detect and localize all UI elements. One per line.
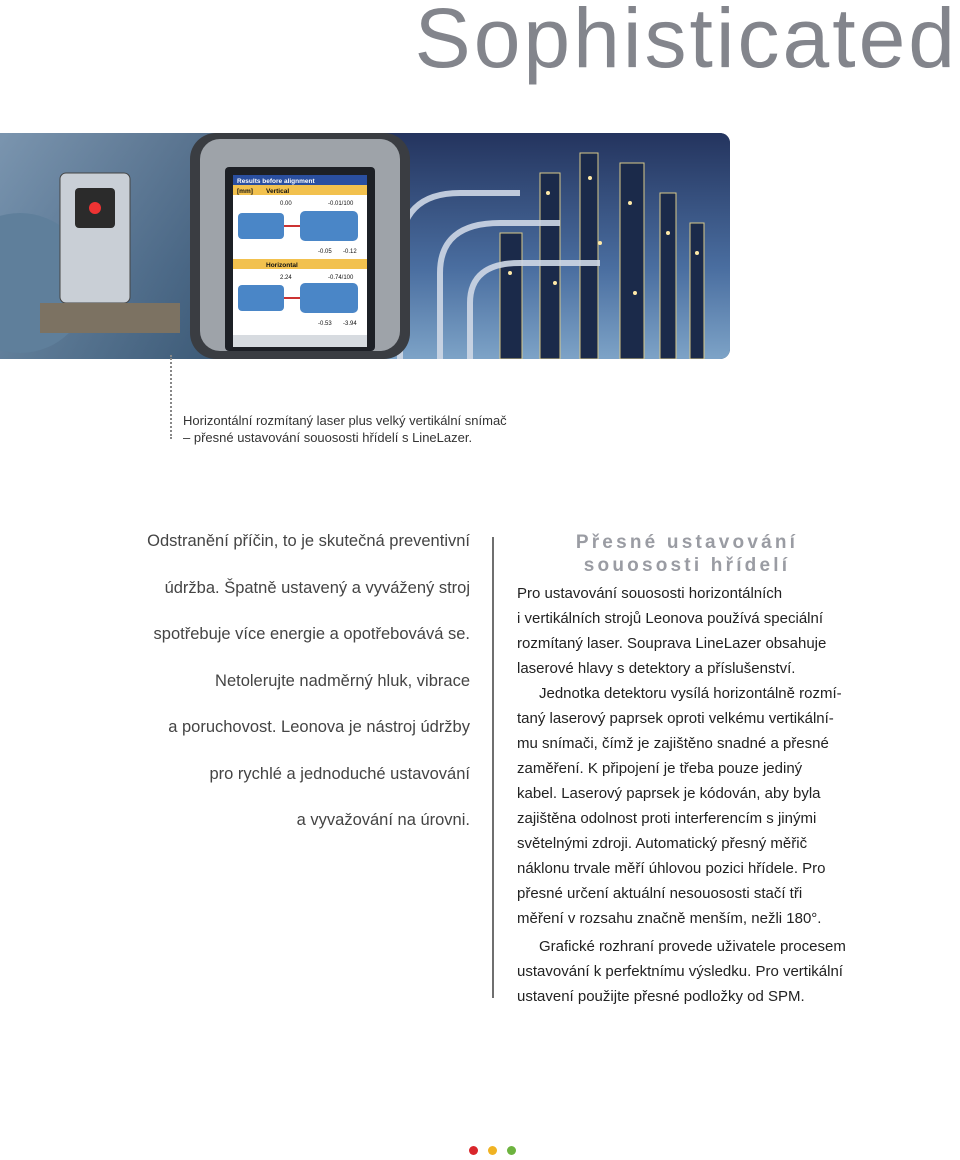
body-line: zajištěna odolnost proti interferencím s jinými bbox=[517, 810, 817, 827]
hero-photo-illustration bbox=[0, 133, 730, 359]
device-vertical-value-1: 0.00 bbox=[280, 201, 292, 207]
paragraph-2 bbox=[517, 681, 897, 931]
device-heading: Results before alignment bbox=[237, 178, 315, 185]
body-line: i vertikálních strojů Leonova používá speciální bbox=[517, 610, 824, 627]
device-horizontal-value-3: -0.53 bbox=[318, 321, 332, 327]
pull-quote-line: spotřebuje více energie a opotřebovává se. bbox=[153, 625, 470, 643]
hero-photo bbox=[0, 133, 730, 359]
page-title: Sophisticated bbox=[414, 0, 958, 85]
device-horizontal-value-2: -0.74/100 bbox=[328, 275, 354, 281]
caption-line: Horizontální rozmítaný laser plus velký vertikální snímač bbox=[183, 413, 507, 428]
device-vertical-value-2: -0.01/100 bbox=[328, 201, 354, 207]
body-line: přesné určení aktuální nesouososti stačí tři bbox=[517, 885, 803, 902]
body-line: rozmítaný laser. Souprava LineLazer obsahuje bbox=[517, 635, 827, 652]
device-unit: [mm] bbox=[237, 188, 253, 195]
device-vertical-label: Vertical bbox=[266, 188, 290, 195]
device-horizontal-label: Horizontal bbox=[266, 262, 298, 269]
photo-caption bbox=[183, 412, 507, 446]
body-line: Grafické rozhraní provede uživatele procesem bbox=[539, 938, 846, 955]
article-heading-line: souososti hřídelí bbox=[583, 555, 791, 576]
body-line: Pro ustavování souososti horizontálních bbox=[517, 585, 783, 602]
pull-quote-line: a vyvažování na úrovni. bbox=[296, 811, 470, 829]
green-dot bbox=[507, 1146, 516, 1155]
body-line: ustavení použijte přesné podložky od SPM. bbox=[517, 988, 805, 1005]
device-horizontal-value-4: -3.94 bbox=[343, 321, 357, 327]
body-line: světelnými zdroji. Automatický přesný měřič bbox=[517, 835, 808, 852]
body-line: zaměření. K připojení je třeba pouze jediný bbox=[517, 760, 803, 777]
body-line: laserové hlavy s detektory a příslušenství. bbox=[517, 660, 796, 677]
body-line: náklonu trvale měří úhlovou pozici hřídele. Pro bbox=[517, 860, 826, 877]
red-dot bbox=[469, 1146, 478, 1155]
caption-dotted-rule bbox=[170, 355, 172, 439]
body-line: kabel. Laserový paprsek je kódován, aby byla bbox=[517, 785, 821, 802]
column-divider bbox=[492, 537, 494, 998]
pull-quote-line: Odstranění příčin, to je skutečná preventivní bbox=[147, 532, 470, 550]
yellow-dot bbox=[488, 1146, 497, 1155]
pull-quote bbox=[110, 529, 470, 855]
body-line: taný laserový paprsek oproti velkému vertikální- bbox=[517, 710, 834, 727]
article-heading-line: Přesné ustavování bbox=[575, 532, 799, 553]
pull-quote-line: a poruchovost. Leonova je nástroj údržby bbox=[168, 718, 470, 736]
footer-dots bbox=[469, 1142, 526, 1160]
device-horizontal-value-1: 2.24 bbox=[280, 275, 292, 281]
article-heading bbox=[517, 531, 857, 577]
body-line: mu snímači, čímž je zajištěno snadné a přesné bbox=[517, 735, 829, 752]
pull-quote-line: údržba. Špatně ustavený a vyvážený stroj bbox=[164, 578, 470, 597]
device-vertical-value-4: -0.12 bbox=[343, 249, 357, 255]
pull-quote-line: Netolerujte nadměrný hluk, vibrace bbox=[215, 671, 470, 690]
paragraph-1 bbox=[517, 581, 897, 681]
body-line: měření v rozsahu značně menším, nežli 180°. bbox=[517, 910, 822, 927]
pull-quote-line: pro rychlé a jednoduché ustavování bbox=[209, 764, 470, 783]
device-vertical-value-3: -0.05 bbox=[318, 249, 332, 255]
caption-line: – přesné ustavování souososti hřídelí s LineLazer. bbox=[183, 430, 473, 445]
body-line: ustavování k perfektnímu výsledku. Pro vertikální bbox=[517, 963, 843, 980]
article-body bbox=[517, 581, 897, 1009]
body-line: Jednotka detektoru vysílá horizontálně rozmí- bbox=[539, 685, 842, 702]
paragraph-3 bbox=[517, 934, 897, 1009]
